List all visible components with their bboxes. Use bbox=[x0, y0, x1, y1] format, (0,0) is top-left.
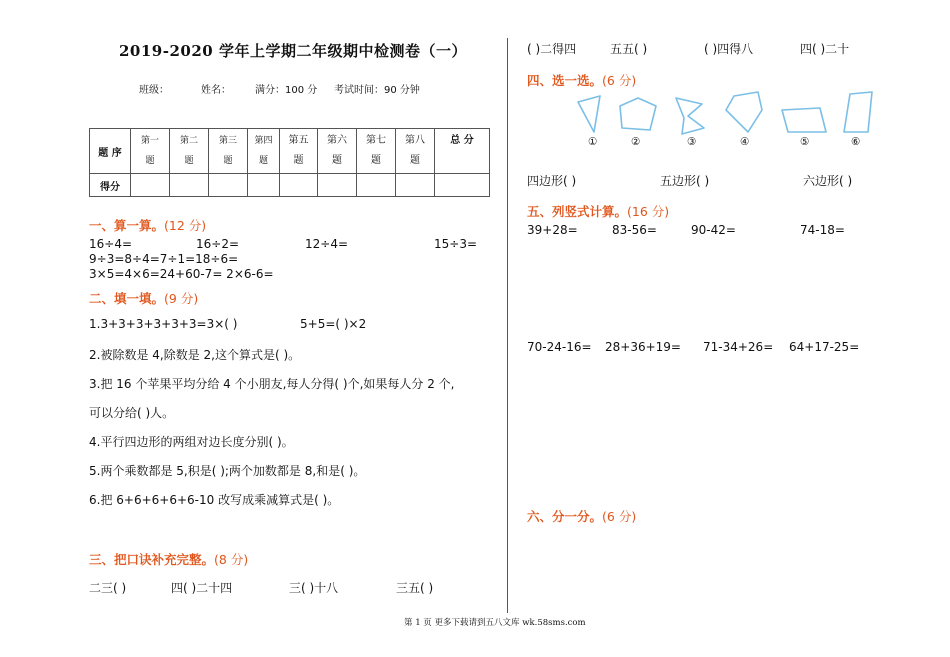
col-7: 第七 题 bbox=[357, 129, 396, 174]
rhyme-item: 三( )十八 bbox=[289, 581, 339, 595]
col-4: 第四 题 bbox=[248, 129, 280, 174]
shape-5-icon bbox=[782, 108, 826, 132]
section-5-title: 五、列竖式计算。(16 分) bbox=[527, 204, 670, 219]
rhyme-item: ( )二得四 bbox=[527, 42, 577, 56]
score-cell[interactable] bbox=[170, 174, 209, 197]
col-1: 第一 题 bbox=[131, 129, 170, 174]
score-cell[interactable] bbox=[209, 174, 248, 197]
vertical-calc-item: 74-18= bbox=[800, 223, 845, 237]
total-score-cell[interactable] bbox=[435, 174, 490, 197]
col-2: 第二 题 bbox=[170, 129, 209, 174]
rhyme-item: ( )四得八 bbox=[704, 42, 754, 56]
shape-label: ③ bbox=[687, 136, 697, 148]
fill-question-3b: 可以分给( )人。 bbox=[89, 406, 175, 420]
score-cell[interactable] bbox=[248, 174, 280, 197]
class-label: 班级： bbox=[139, 85, 169, 96]
rhyme-item: 三五( ) bbox=[396, 581, 434, 595]
fill-question-4: 4.平行四边形的两组对边长度分别( )。 bbox=[89, 435, 294, 449]
fill-question-1a: 1.3+3+3+3+3+3=3×( ) bbox=[89, 317, 238, 331]
name-label: 姓名： bbox=[201, 85, 231, 96]
shape-label: ⑤ bbox=[800, 136, 810, 148]
vertical-calc-item: 28+36+19= bbox=[605, 340, 681, 354]
shape-label: ① bbox=[588, 136, 598, 148]
col-5: 第五 题 bbox=[280, 129, 318, 174]
shapes-figure bbox=[570, 88, 890, 136]
page-title: 2019-2020 学年上学期二年级期中检测卷（一） bbox=[119, 42, 467, 60]
col-8: 第八 题 bbox=[396, 129, 435, 174]
shape-1-icon bbox=[578, 96, 600, 132]
calc-row-3: 3×5=4×6=24+60-7= 2×6-6= bbox=[89, 267, 274, 281]
score-cell[interactable] bbox=[318, 174, 357, 197]
rhyme-item: 五五( ) bbox=[610, 42, 648, 56]
vertical-calc-item: 70-24-16= bbox=[527, 340, 592, 354]
section-6-title: 六、分一分。(6 分) bbox=[527, 509, 637, 524]
shape-answer-hexagon: 六边形( ) bbox=[803, 174, 853, 188]
score-cell[interactable] bbox=[396, 174, 435, 197]
section-4-title: 四、选一选。(6 分) bbox=[527, 73, 637, 88]
page-footer: 第 1 页 更多下载请到五八文库 wk.58sms.com bbox=[404, 618, 586, 628]
col-3: 第三 题 bbox=[209, 129, 248, 174]
score-cell[interactable] bbox=[280, 174, 318, 197]
score-cell[interactable] bbox=[357, 174, 396, 197]
rhyme-item: 四( )二十四 bbox=[171, 581, 233, 595]
shape-label: ⑥ bbox=[851, 136, 861, 148]
section-1-title: 一、算一算。(12 分) bbox=[89, 218, 207, 233]
full-score-label: 满分：100 分 bbox=[255, 85, 318, 96]
shape-3-icon bbox=[676, 98, 704, 134]
section-3-title: 三、把口诀补充完整。(8 分) bbox=[89, 552, 249, 567]
fill-question-6: 6.把 6+6+6+6+6-10 改写成乘减算式是( )。 bbox=[89, 493, 340, 507]
vertical-calc-item: 90-42= bbox=[691, 223, 736, 237]
calc-row-2: 9÷3=8÷4=7÷1=18÷6= bbox=[89, 252, 239, 266]
section-2-title: 二、填一填。(9 分) bbox=[89, 291, 199, 306]
vertical-calc-item: 64+17-25= bbox=[789, 340, 860, 354]
calc-item: 15÷3= bbox=[434, 237, 478, 251]
column-divider bbox=[507, 38, 508, 613]
rhyme-item: 四( )二十 bbox=[800, 42, 850, 56]
score-table bbox=[89, 128, 490, 197]
score-row-label: 得分 bbox=[90, 174, 131, 197]
vertical-calc-item: 71-34+26= bbox=[703, 340, 774, 354]
shape-6-icon bbox=[844, 92, 872, 132]
shape-label: ② bbox=[631, 136, 641, 148]
shape-answer-pentagon: 五边形( ) bbox=[660, 174, 710, 188]
fill-question-3a: 3.把 16 个苹果平均分给 4 个小朋友,每人分得( )个,如果每人分 2 个, bbox=[89, 377, 455, 391]
total-header: 总 分 bbox=[435, 129, 490, 174]
exam-time-label: 考试时间：90 分钟 bbox=[334, 85, 420, 96]
fill-question-2: 2.被除数是 4,除数是 2,这个算式是( )。 bbox=[89, 348, 301, 362]
fill-question-5: 5.两个乘数都是 5,积是( );两个加数都是 8,和是( )。 bbox=[89, 464, 366, 478]
fill-question-1b: 5+5=( )×2 bbox=[300, 317, 367, 331]
shape-4-icon bbox=[726, 92, 762, 132]
col-6: 第六 题 bbox=[318, 129, 357, 174]
rhyme-item: 二三( ) bbox=[89, 581, 127, 595]
calc-item: 16÷2= bbox=[196, 237, 240, 251]
shape-label: ④ bbox=[740, 136, 750, 148]
score-cell[interactable] bbox=[131, 174, 170, 197]
vertical-calc-item: 83-56= bbox=[612, 223, 657, 237]
vertical-calc-item: 39+28= bbox=[527, 223, 578, 237]
question-order-label: 题 序 bbox=[90, 129, 131, 174]
calc-item: 16÷4= bbox=[89, 237, 133, 251]
calc-item: 12÷4= bbox=[305, 237, 349, 251]
shape-2-icon bbox=[620, 98, 656, 130]
shape-answer-quadrilateral: 四边形( ) bbox=[527, 174, 577, 188]
